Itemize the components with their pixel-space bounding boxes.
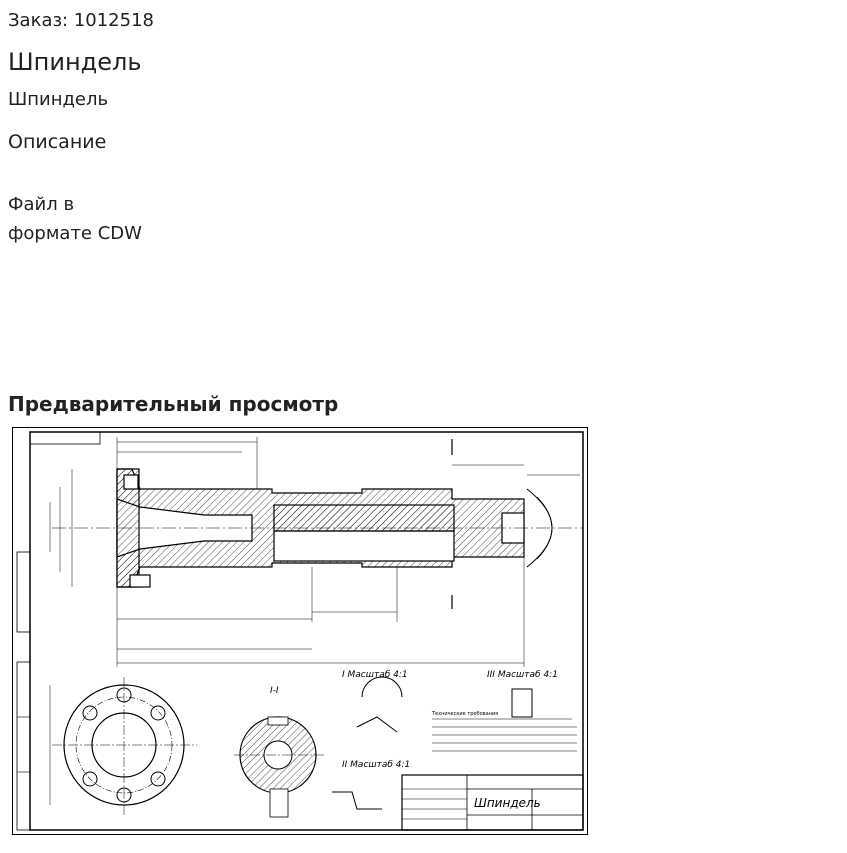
detail-ii-label: II Масштаб 4:1: [342, 760, 411, 770]
tech-notes-heading: Технические требования: [432, 711, 499, 717]
file-format-line-1: Файл в: [8, 194, 75, 215]
product-subtitle: Шпиндель: [8, 89, 109, 110]
product-title: Шпиндель: [8, 48, 142, 76]
drawing-preview-image[interactable]: [12, 427, 588, 835]
description-heading: Описание: [8, 131, 107, 153]
preview-heading: Предварительный просмотр: [8, 392, 339, 416]
detail-i-label: I Масштаб 4:1: [342, 670, 408, 680]
detail-iii-label: III Масштаб 4:1: [487, 670, 558, 680]
order-number: Заказ: 1012518: [8, 10, 154, 31]
section-i-i-label: I-I: [270, 686, 279, 696]
title-block-name: Шпиндель: [474, 796, 541, 810]
file-format-line-2: формате CDW: [8, 223, 142, 244]
